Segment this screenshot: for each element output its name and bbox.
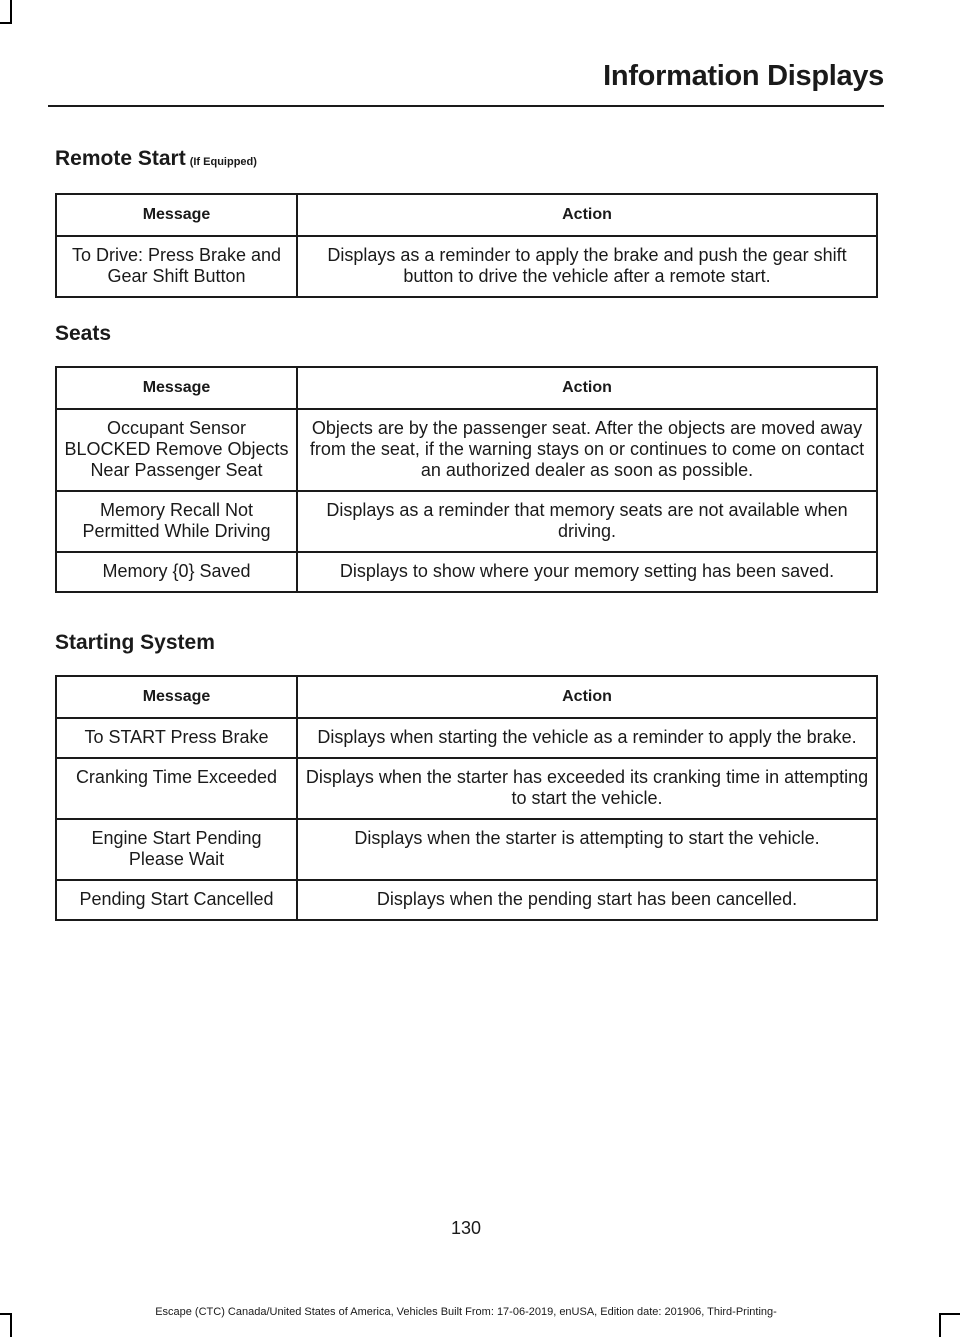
section-title-starting-system: Starting System	[55, 631, 215, 654]
column-header-action: Action	[297, 194, 877, 236]
table-row	[56, 409, 877, 491]
message-cell: Engine Start Pending Please Wait	[56, 819, 297, 880]
crop-mark	[939, 1313, 960, 1315]
page-header-title: Information Displays	[603, 60, 884, 92]
section-title-seats: Seats	[55, 322, 112, 345]
crop-mark	[10, 0, 12, 22]
table-row	[56, 758, 877, 819]
message-cell: Memory Recall Not Permitted While Driving	[56, 491, 297, 552]
action-cell: Displays when the starter has exceeded its cranking time in attempting to start the vehicle.	[297, 758, 877, 819]
page-number: 130	[450, 1218, 482, 1238]
message-cell: Occupant Sensor BLOCKED Remove Objects Near Passenger Seat	[56, 409, 297, 491]
action-cell: Displays when the starter is attempting to start the vehicle.	[297, 819, 877, 880]
action-cell: Displays as a reminder to apply the brake and push the gear shift button to drive the vehicle after a remote start.	[297, 236, 877, 297]
section-qualifier: (If Equipped)	[189, 156, 257, 168]
footer-edition-text: Escape (CTC) Canada/United States of America, Vehicles Built From: 17-06-2019, enUSA, Edition date: 201906, Third-Printing-	[155, 1306, 777, 1318]
table-header-row	[56, 194, 877, 236]
action-cell: Objects are by the passenger seat. After the objects are moved away from the seat, if the warning stays on or continues to come on contact an authorized dealer as soon as possible.	[297, 409, 877, 491]
message-cell: To Drive: Press Brake and Gear Shift Button	[56, 236, 297, 297]
table-row	[56, 491, 877, 552]
table-row	[56, 718, 877, 758]
starting-system-table	[55, 675, 878, 921]
table-header-row	[56, 676, 877, 718]
action-cell: Displays as a reminder that memory seats are not available when driving.	[297, 491, 877, 552]
message-cell: Pending Start Cancelled	[56, 880, 297, 920]
message-cell: Memory {0} Saved	[56, 552, 297, 592]
table-row	[56, 880, 877, 920]
crop-mark	[10, 1315, 12, 1337]
column-header-message: Message	[56, 367, 297, 409]
crop-mark	[939, 1315, 941, 1337]
action-cell: Displays when starting the vehicle as a reminder to apply the brake.	[297, 718, 877, 758]
crop-mark	[0, 22, 12, 24]
column-header-action: Action	[297, 367, 877, 409]
table-header-row	[56, 367, 877, 409]
remote-start-table	[55, 193, 878, 298]
table-row	[56, 236, 877, 297]
message-cell: To START Press Brake	[56, 718, 297, 758]
column-header-action: Action	[297, 676, 877, 718]
action-cell: Displays to show where your memory setting has been saved.	[297, 552, 877, 592]
table-row	[56, 819, 877, 880]
column-header-message: Message	[56, 676, 297, 718]
table-row	[56, 552, 877, 592]
header-divider	[48, 105, 884, 107]
action-cell: Displays when the pending start has been cancelled.	[297, 880, 877, 920]
column-header-message: Message	[56, 194, 297, 236]
message-cell: Cranking Time Exceeded	[56, 758, 297, 819]
section-title-remote-start	[55, 147, 257, 171]
section-title-text: Remote Start	[55, 147, 186, 170]
seats-table	[55, 366, 878, 593]
